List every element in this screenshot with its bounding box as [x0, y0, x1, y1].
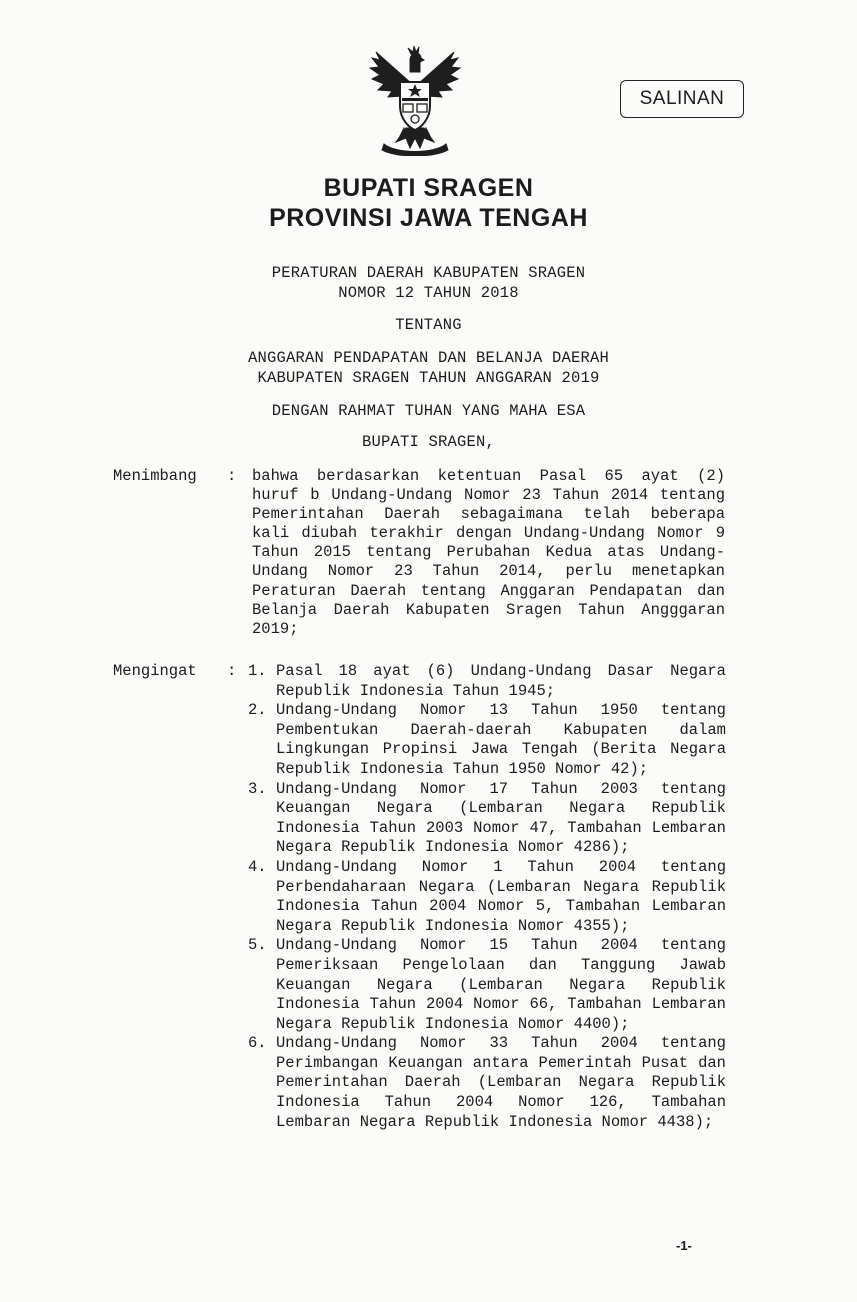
- mengingat-colon: :: [227, 662, 237, 680]
- list-item: [248, 936, 726, 1034]
- menimbang-text: bahwa berdasarkan ketentuan Pasal 65 ayat (2) huruf b Undang-Undang Nomor 23 Tahun 2014 tentang Pemerintahan Daerah sebagaimana telah beberapa kali diubah terakhir dengan Undang-Undang Nomor 9 Tahun 2015 tentang Perubahan Kedua atas Undang-Undang Nomor 23 Tahun 2014, perlu menetapkan Peraturan Daerah tentang Anggaran Pendapatan dan Belanja Daerah Kabupaten Sragen Tahun Angggaran 2019;: [252, 467, 725, 638]
- mengingat-label: Mengingat: [113, 662, 197, 680]
- list-item-text: Undang-Undang Nomor 17 Tahun 2003 tentang Keuangan Negara (Lembaran Negara Republik Indonesia Tahun 2003 Nomor 47, Tambahan Lembaran Negara Republik Indonesia Nomor 4286);: [276, 779, 726, 857]
- header-title: BUPATI SRAGEN: [323, 174, 534, 202]
- list-item-number: 5.: [248, 936, 267, 955]
- regulation-number: NOMOR 12 TAHUN 2018: [338, 284, 519, 302]
- menimbang-label: Menimbang: [113, 467, 197, 485]
- list-item: [248, 662, 726, 701]
- menimbang-colon: :: [227, 467, 237, 485]
- regulation-about-label: TENTANG: [395, 316, 462, 334]
- regulation-subject-line2: KABUPATEN SRAGEN TAHUN ANGGARAN 2019: [257, 369, 600, 387]
- list-item-number: 6.: [248, 1034, 267, 1053]
- list-item: [248, 701, 726, 779]
- list-item-number: 2.: [248, 701, 267, 720]
- list-item: [248, 780, 726, 858]
- list-item-text: Undang-Undang Nomor 33 Tahun 2004 tentang Perimbangan Keuangan antara Pemerintah Pusat dan Pemerintahan Daerah (Lembaran Negara Republik Indonesia Tahun 2004 Nomor 126, Tambahan Lembaran Negara Republik Indonesia Nomor 4438);: [276, 1034, 726, 1131]
- list-item: [248, 1034, 726, 1132]
- list-item: [248, 858, 726, 936]
- header-province: PROVINSI JAWA TENGAH: [269, 204, 588, 232]
- list-item-text: Pasal 18 ayat (6) Undang-Undang Dasar Negara Republik Indonesia Tahun 1945;: [276, 662, 726, 700]
- regulation-type: PERATURAN DAERAH KABUPATEN SRAGEN: [271, 264, 586, 282]
- page-number: -1-: [676, 1238, 692, 1253]
- salinan-stamp: SALINAN: [620, 80, 744, 118]
- list-item-text: Undang-Undang Nomor 15 Tahun 2004 tentang Pemeriksaan Pengelolaan dan Tanggung Jawab Keuangan Negara (Lembaran Negara Republik Indonesia Tahun 2004 Nomor 66, Tambahan Lembaran Negara Republik Indonesia Nomor 4400);: [276, 936, 726, 1033]
- regulation-subject-line1: ANGGARAN PENDAPATAN DAN BELANJA DAERAH: [247, 349, 610, 367]
- list-item-number: 4.: [248, 857, 267, 876]
- list-item-number: 1.: [248, 662, 267, 680]
- blessing-line: DENGAN RAHMAT TUHAN YANG MAHA ESA: [271, 402, 586, 420]
- list-item-number: 3.: [248, 779, 267, 798]
- list-item-text: Undang-Undang Nomor 13 Tahun 1950 tentang Pembentukan Daerah-daerah Kabupaten dalam Lingkungan Propinsi Jawa Tengah (Berita Negara Republik Indonesia Tahun 1950 Nomor 42);: [276, 701, 726, 778]
- mengingat-list: [248, 662, 726, 1132]
- list-item-text: Undang-Undang Nomor 1 Tahun 2004 tentang Perbendaharaan Negara (Lembaran Negara Republik Indonesia Tahun 2004 Nomor 5, Tambahan Lembaran Negara Republik Indonesia Nomor 4355);: [276, 857, 726, 935]
- garuda-emblem-icon: [366, 44, 464, 156]
- authority-line: BUPATI SRAGEN,: [361, 433, 496, 451]
